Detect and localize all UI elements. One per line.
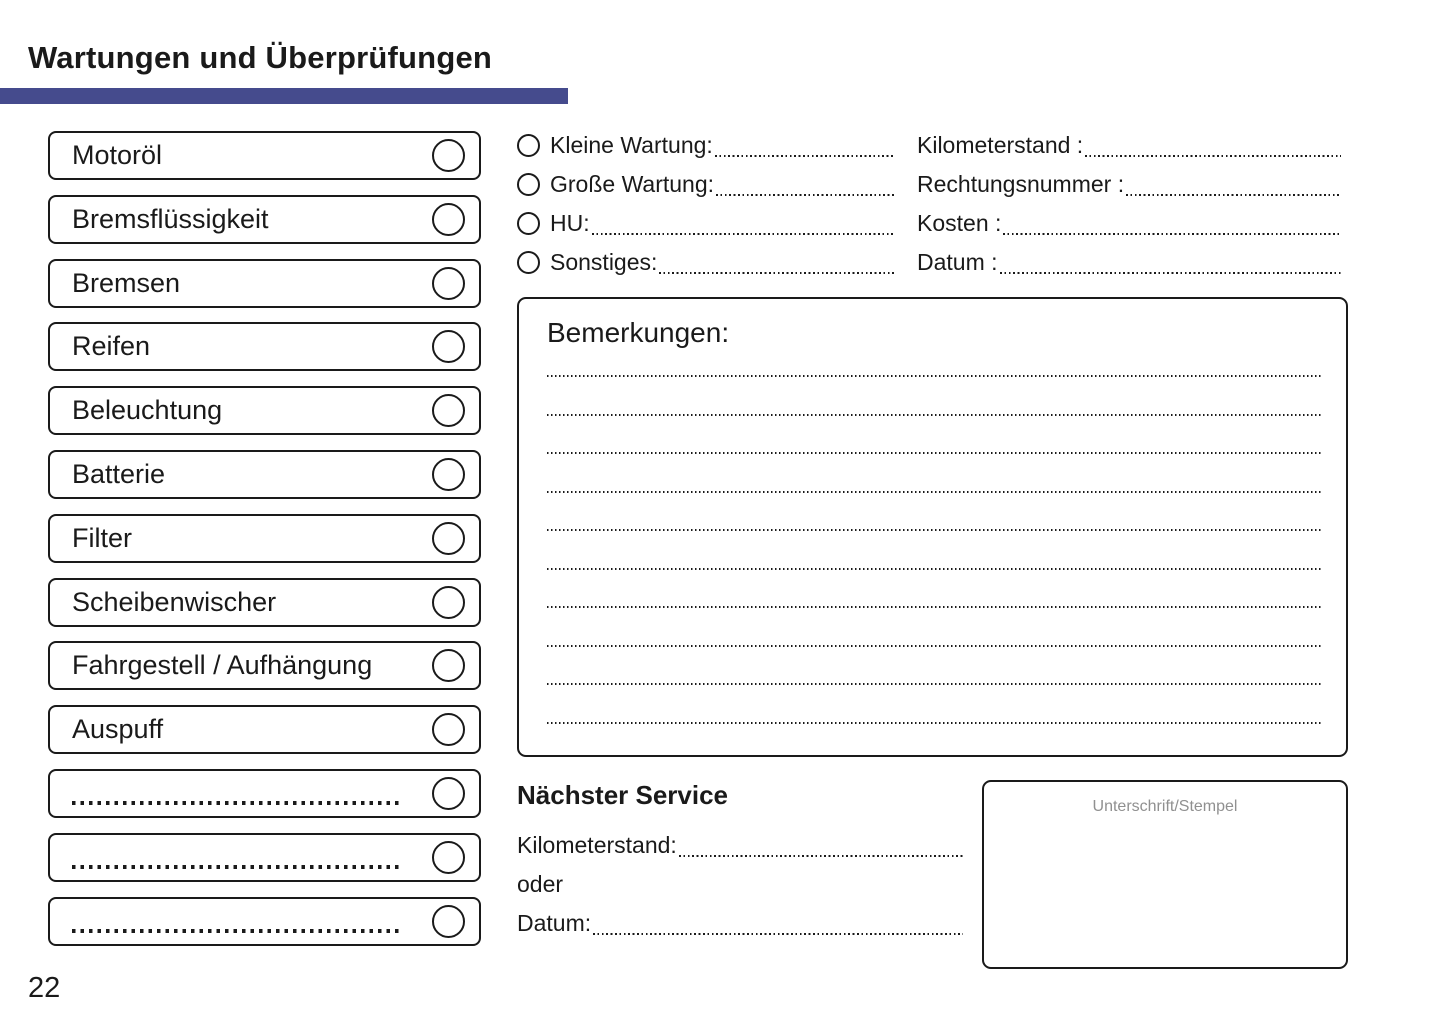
checklist-item-label: Scheibenwischer (72, 586, 277, 617)
service-type-row (517, 243, 895, 282)
next-service-km-row (517, 826, 963, 865)
checklist-row-blank (48, 769, 481, 818)
fill-in-line[interactable] (72, 929, 402, 933)
service-type-row (517, 204, 895, 243)
checklist-item-label: Filter (72, 522, 132, 553)
page-number: 22 (28, 972, 61, 1004)
check-circle-icon[interactable] (432, 330, 465, 363)
remarks-writing-line[interactable] (547, 414, 1321, 416)
check-circle-icon[interactable] (432, 394, 465, 427)
dotted-leader-line[interactable] (1003, 233, 1341, 235)
radio-circle-icon[interactable] (517, 212, 540, 235)
checklist-row (48, 578, 481, 627)
service-type-label: Sonstiges: (550, 249, 658, 275)
check-circle-icon[interactable] (432, 522, 465, 555)
title-accent-bar (0, 88, 568, 104)
checklist-row (48, 195, 481, 244)
checklist-item-label: Fahrgestell / Aufhängung (72, 650, 373, 681)
remarks-lines (547, 375, 1321, 724)
next-service-or-label: oder (517, 871, 564, 897)
next-service-date-label: Datum: (517, 910, 592, 936)
service-type-row (517, 126, 895, 165)
remarks-writing-line[interactable] (547, 683, 1321, 685)
check-circle-icon[interactable] (432, 139, 465, 172)
fill-in-line[interactable] (72, 865, 402, 869)
remarks-writing-line[interactable] (547, 645, 1321, 647)
service-field-label: Kosten : (917, 210, 1002, 236)
service-type-label: Kleine Wartung: (550, 132, 713, 158)
next-service-or-row (517, 865, 963, 904)
remarks-writing-line[interactable] (547, 529, 1321, 531)
service-field-label: Rechtungsnummer : (917, 171, 1125, 197)
checklist-row (48, 322, 481, 371)
dotted-leader-line[interactable] (593, 933, 963, 935)
check-circle-icon[interactable] (432, 586, 465, 619)
checklist-item-label: Bremsflüssigkeit (72, 203, 269, 234)
checklist-item-label: Batterie (72, 458, 166, 489)
remarks-writing-line[interactable] (547, 722, 1321, 724)
remarks-box (517, 297, 1348, 757)
check-circle-icon[interactable] (432, 203, 465, 236)
remarks-writing-line[interactable] (547, 606, 1321, 608)
service-field-row (917, 243, 1341, 282)
checklist-item-label: Auspuff (72, 714, 164, 745)
next-service-date-row (517, 904, 963, 943)
check-circle-icon[interactable] (432, 841, 465, 874)
check-circle-icon[interactable] (432, 713, 465, 746)
next-service-title: Nächster Service (517, 780, 729, 810)
checklist-row (48, 641, 481, 690)
remarks-writing-line[interactable] (547, 375, 1321, 377)
signature-box[interactable] (982, 780, 1348, 969)
dotted-leader-line[interactable] (1000, 272, 1341, 274)
service-field-row (917, 165, 1341, 204)
remarks-title: Bemerkungen: (547, 317, 730, 348)
remarks-writing-line[interactable] (547, 568, 1321, 570)
signature-label: Unterschrift/Stempel (1092, 798, 1238, 815)
service-field-label: Kilometerstand : (917, 132, 1084, 158)
checklist-row-blank (48, 833, 481, 882)
service-type-options (517, 126, 895, 282)
service-type-label: HU: (550, 210, 590, 236)
dotted-leader-line[interactable] (679, 855, 963, 857)
check-circle-icon[interactable] (432, 777, 465, 810)
checklist-row (48, 386, 481, 435)
check-circle-icon[interactable] (432, 458, 465, 491)
checklist-row (48, 131, 481, 180)
fill-in-line[interactable] (72, 801, 402, 805)
service-field-label: Datum : (917, 249, 998, 275)
remarks-writing-line[interactable] (547, 452, 1321, 454)
checklist-item-label: Reifen (72, 331, 151, 362)
checklist-row (48, 259, 481, 308)
radio-circle-icon[interactable] (517, 173, 540, 196)
dotted-leader-line[interactable] (592, 233, 895, 235)
service-type-row (517, 165, 895, 204)
radio-circle-icon[interactable] (517, 134, 540, 157)
checklist-item-label: Motoröl (72, 140, 163, 170)
checklist-item-label: Beleuchtung (72, 395, 223, 426)
dotted-leader-line[interactable] (1126, 194, 1341, 196)
page-title: Wartungen und Überprüfungen (28, 40, 493, 75)
check-circle-icon[interactable] (432, 905, 465, 938)
dotted-leader-line[interactable] (716, 194, 895, 196)
dotted-leader-line[interactable] (659, 272, 895, 274)
remarks-writing-line[interactable] (547, 491, 1321, 493)
dotted-leader-line[interactable] (1085, 155, 1341, 157)
service-field-row (917, 204, 1341, 243)
checklist-row (48, 705, 481, 754)
checklist-row-blank (48, 897, 481, 946)
checklist-row (48, 450, 481, 499)
service-fields (917, 126, 1341, 282)
checklist (48, 131, 481, 946)
radio-circle-icon[interactable] (517, 251, 540, 274)
checklist-item-label: Bremsen (72, 267, 181, 298)
next-service-km-label: Kilometerstand: (517, 832, 677, 858)
service-field-row (917, 126, 1341, 165)
dotted-leader-line[interactable] (715, 155, 895, 157)
next-service (517, 780, 963, 943)
checklist-row (48, 514, 481, 563)
service-type-label: Große Wartung: (550, 171, 715, 197)
check-circle-icon[interactable] (432, 649, 465, 682)
check-circle-icon[interactable] (432, 267, 465, 300)
